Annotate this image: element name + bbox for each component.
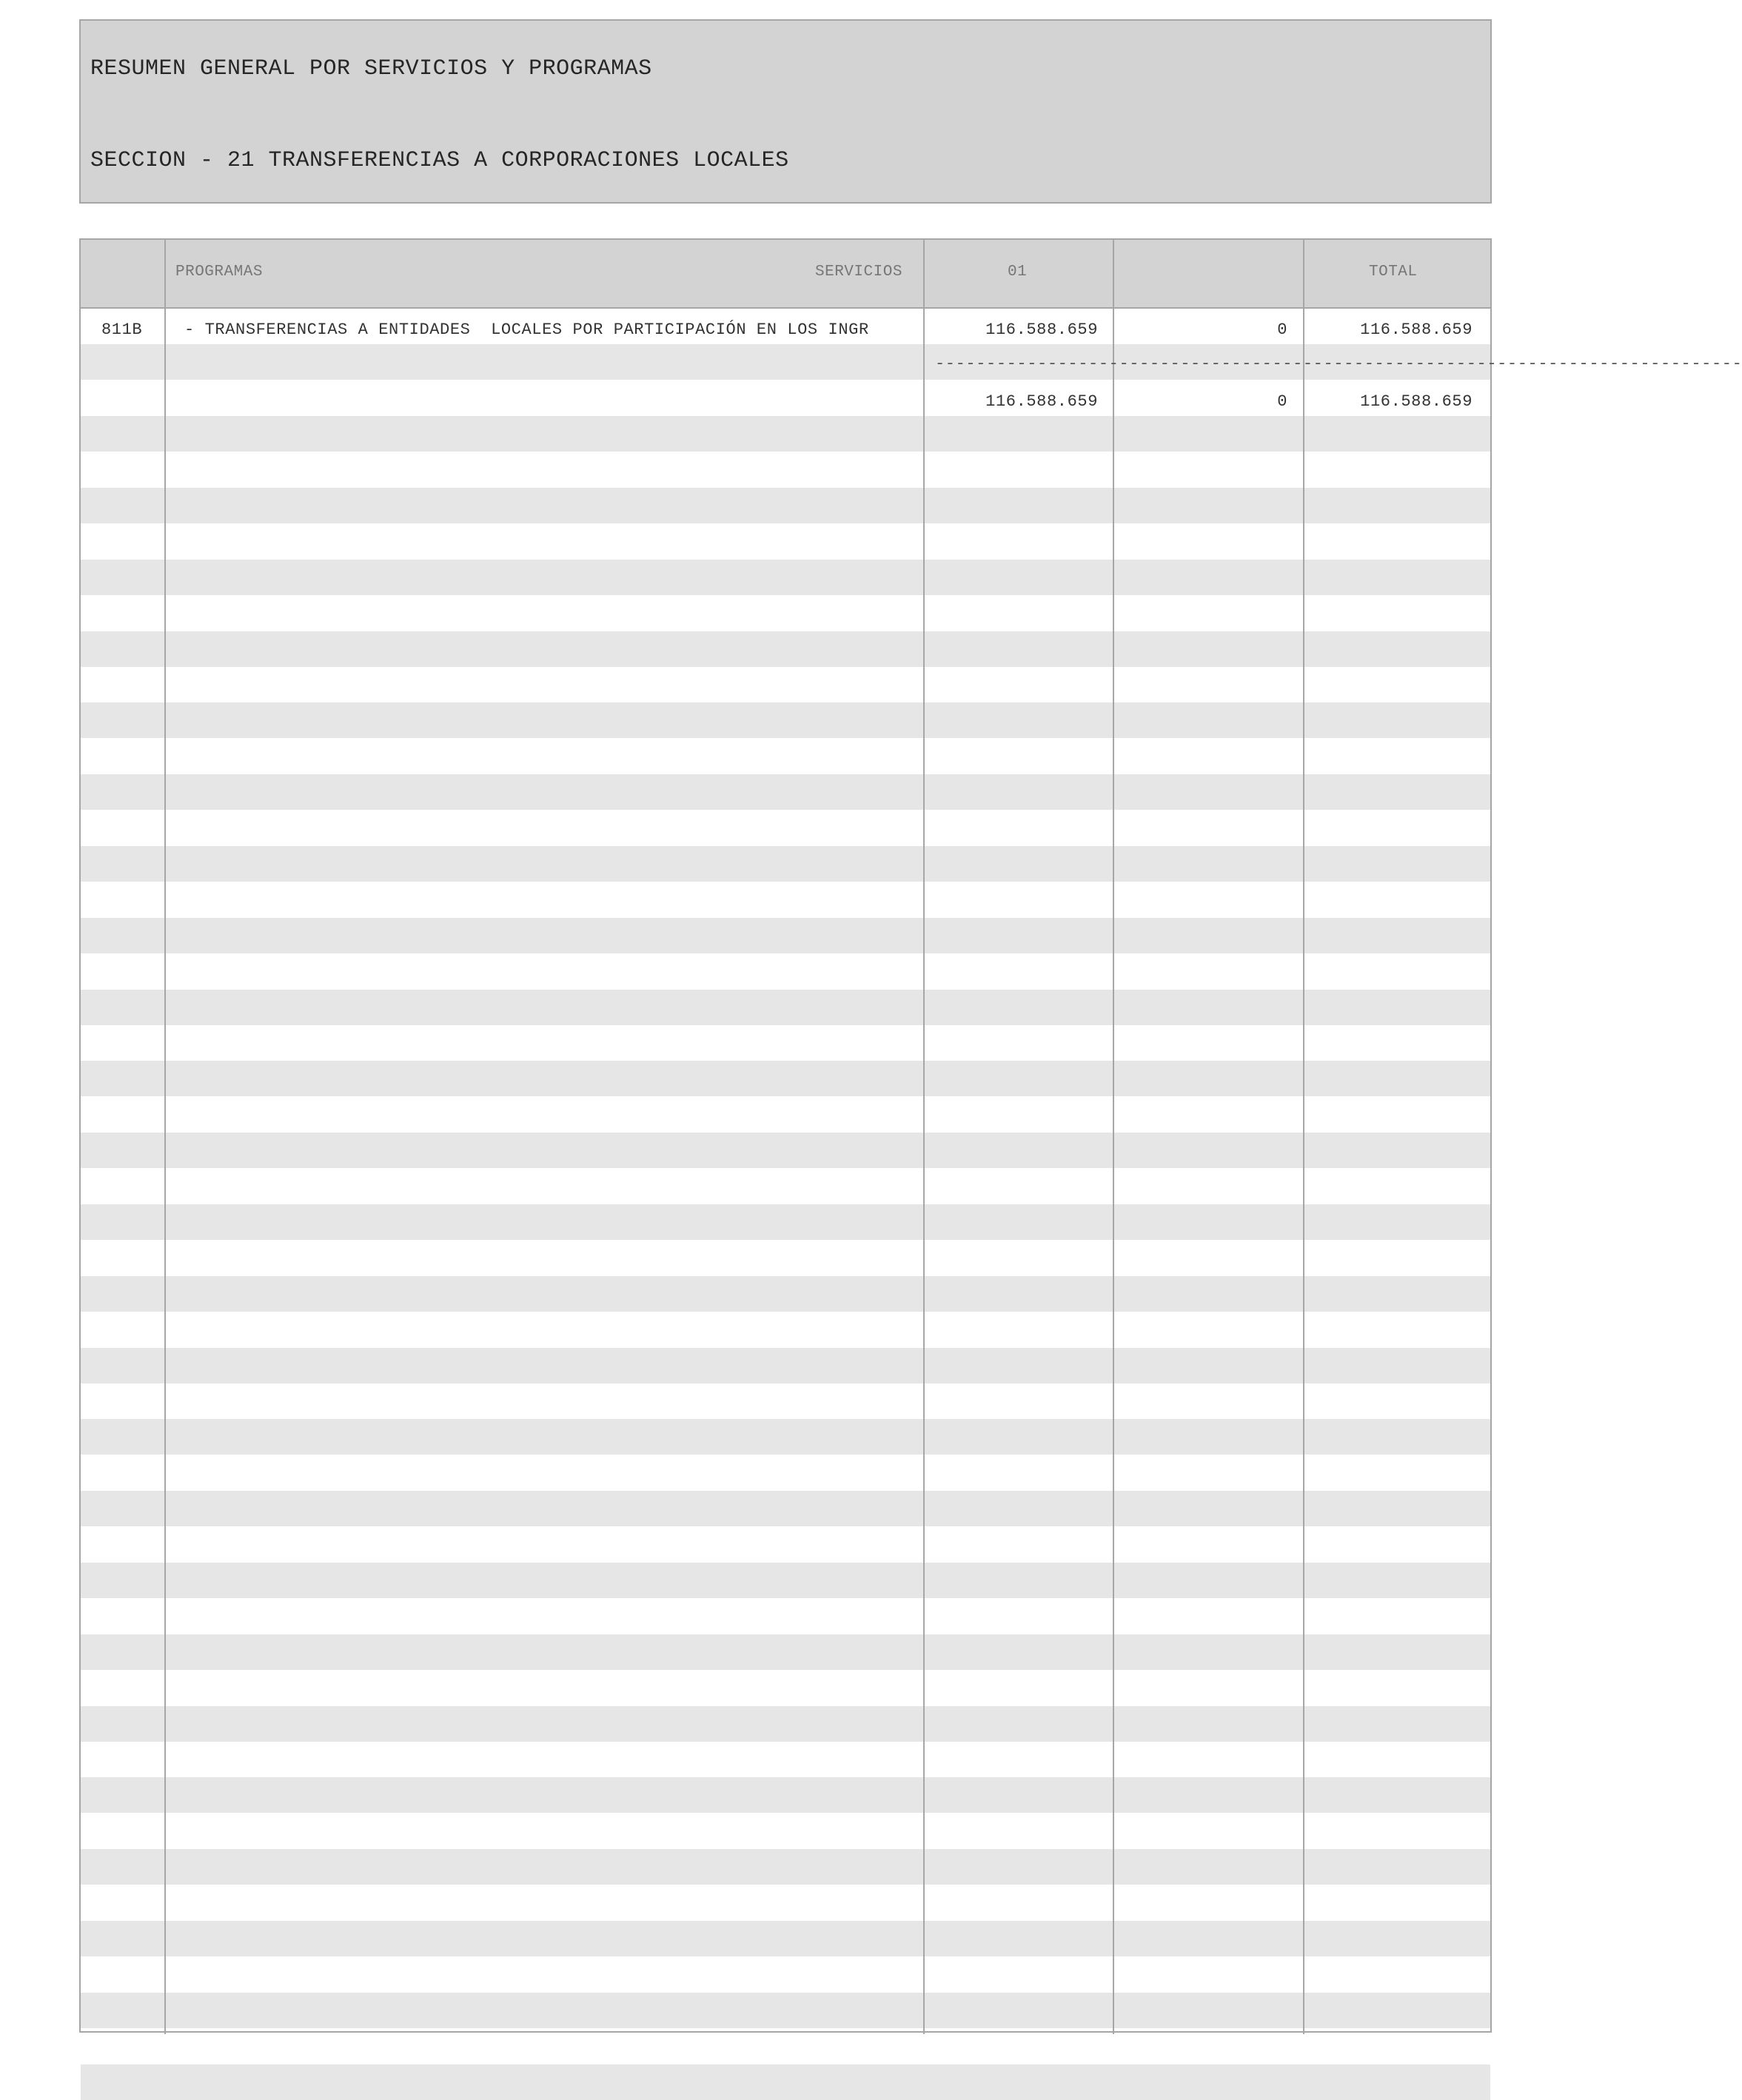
row-stripe [81,1348,1490,1383]
report-title: RESUMEN GENERAL POR SERVICIOS Y PROGRAMAS [90,56,652,81]
value-01: 116.588.659 [985,321,1098,339]
value-blank-column: 0 [1277,321,1287,339]
row-stripe [81,1706,1490,1742]
row-stripe [81,1419,1490,1455]
column-divider [1303,240,1304,2034]
program-code: 811B [101,321,143,339]
column-divider [1113,240,1114,2034]
row-stripe [81,1491,1490,1526]
row-stripe [81,1921,1490,1956]
row-stripe [81,560,1490,595]
row-stripe [81,774,1490,810]
column-divider [923,240,925,2034]
table-header [81,240,1490,309]
row-stripe [81,1849,1490,1885]
document-header [79,19,1492,204]
total-blank-column: 0 [1277,392,1287,411]
row-stripe [81,1563,1490,1598]
row-stripe [81,1777,1490,1813]
row-stripe [81,846,1490,882]
row-stripe [81,1634,1490,1670]
row-stripe [81,1204,1490,1240]
row-stripes [81,309,1742,2041]
row-stripe [81,416,1490,452]
row-stripe [81,1993,1490,2028]
totals-separator: ------------------------------------------------------------------------------- [935,355,1742,373]
row-stripe [81,2064,1490,2100]
row-stripe [81,1061,1490,1096]
row-stripe [81,488,1490,523]
value-total: 116.588.659 [1360,321,1473,339]
column-header-servicios: SERVICIOS [815,264,902,281]
row-stripe [81,1276,1490,1312]
column-header-01: 01 [1008,264,1028,281]
program-description: - TRANSFERENCIAS A ENTIDADES LOCALES POR PARTICIPACIÓN EN LOS INGR [184,321,869,339]
row-stripe [81,990,1490,1025]
column-header-programas: PROGRAMAS [175,264,263,281]
row-stripe [81,631,1490,667]
row-stripe [81,702,1490,738]
row-stripe [81,1133,1490,1168]
section-title: SECCION - 21 TRANSFERENCIAS A CORPORACIONES LOCALES [90,148,789,173]
summary-table [79,238,1742,2033]
row-stripe [81,918,1490,953]
grand-total: 116.588.659 [1360,392,1473,411]
total-01: 116.588.659 [985,392,1098,411]
column-header-total: TOTAL [1369,264,1418,281]
column-divider [164,240,166,2034]
